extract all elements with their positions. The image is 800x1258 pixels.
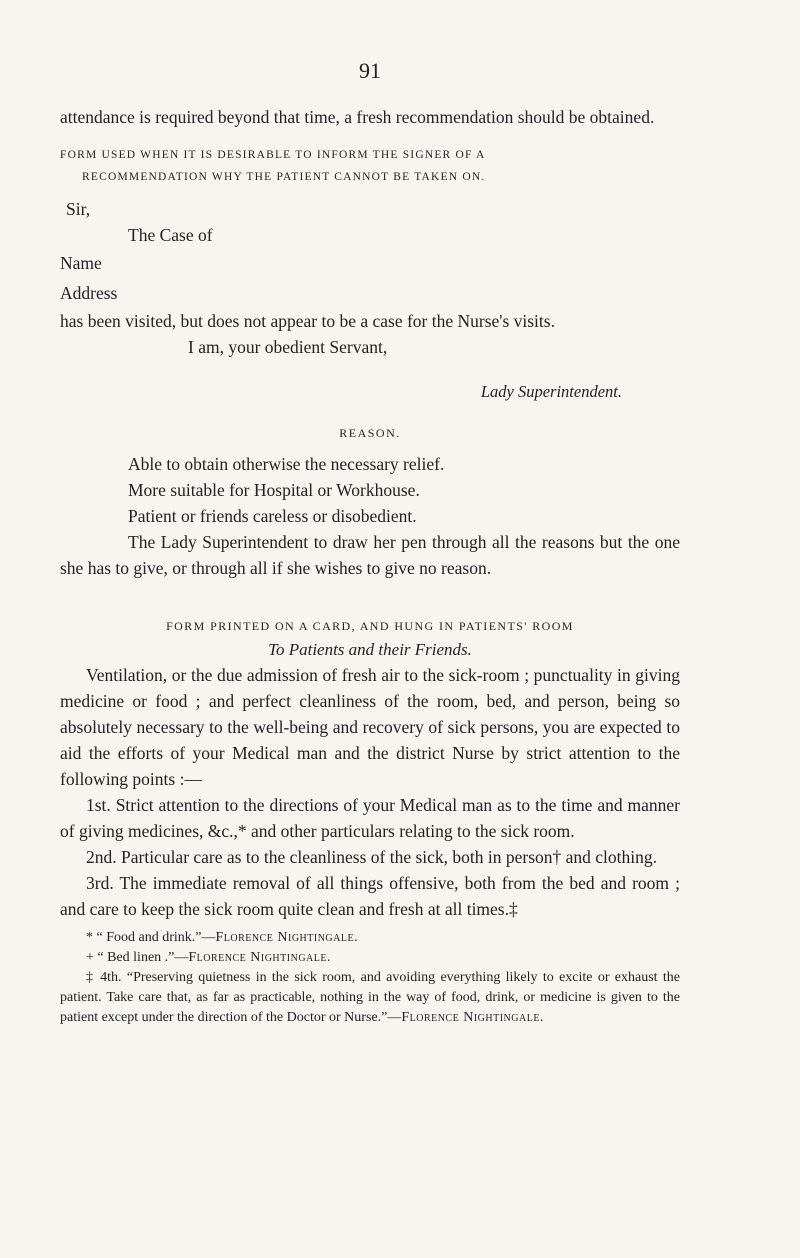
footnote: * “ Food and drink.”—Florence Nightingale. xyxy=(86,930,359,945)
form1-heading xyxy=(60,144,680,188)
form2-intro: Ventilation, or the due admission of fresh air to the sick-room ; punctuality in giving medicine or food ; and perfect cleanliness of the room, bed, and person, being so absolutely necessary to the well-being and recovery of sick persons, you are expected to aid the efforts of your Medical man and the district Nurse by strict attention to the following points :— xyxy=(60,665,680,789)
salutation: Sir, xyxy=(66,199,91,219)
footnote: + “ Bed linen .”—Florence Nightingale. xyxy=(86,950,331,965)
case-of-line: The Case of xyxy=(128,225,213,245)
page-number: 91 xyxy=(359,58,381,83)
form2-heading: FORM PRINTED ON A CARD, AND HUNG IN PATIENTS' ROOM xyxy=(166,619,574,633)
opening-paragraph: attendance is required beyond that time, a fresh recommendation should be obtained. xyxy=(60,107,655,127)
footnote: ‡ 4th. “Preserving quietness in the sick room, and avoiding everything likely to excite or exhaust the patient. Take care that, as far as practicable, nothing in the way of food, drink, or medicine is given to the patient except under the direction of the Doctor or Nurse.”—Florence Nightingale. xyxy=(60,970,680,1025)
address-label: Address xyxy=(60,283,118,303)
reason-item: More suitable for Hospital or Workhouse. xyxy=(128,480,420,500)
form2-subtitle: To Patients and their Friends. xyxy=(268,640,472,659)
reason-item: Patient or friends careless or disobedient. xyxy=(128,506,417,526)
form1-heading-line2: RECOMMENDATION WHY THE PATIENT CANNOT BE TAKEN ON. xyxy=(82,171,486,183)
footnote-author: Florence Nightingale. xyxy=(401,1010,544,1025)
point-item: 2nd. Particular care as to the cleanliness of the sick, both in person† and clothing. xyxy=(86,847,658,867)
footnote-author: Florence Nightingale. xyxy=(215,930,359,945)
point-item: 1st. Strict attention to the directions of your Medical man as to the time and manner of giving medicines, &c.,* and other particulars relating to the sick room. xyxy=(60,795,680,841)
form1-body: has been visited, but does not appear to be a case for the Nurse's visits. xyxy=(60,311,555,331)
reason-heading: REASON. xyxy=(339,426,401,440)
point-item: 3rd. The immediate removal of all things offensive, both from the bed and room ; and care to keep the sick room quite clean and fresh at all times.‡ xyxy=(60,873,680,919)
form1-heading-line1: FORM USED WHEN IT IS DESIRABLE TO INFORM THE SIGNER OF A xyxy=(60,149,486,161)
form1-signature: Lady Superintendent. xyxy=(480,382,622,401)
footnote-author: Florence Nightingale. xyxy=(188,950,331,965)
name-label: Name xyxy=(60,253,102,273)
reason-item: Able to obtain otherwise the necessary relief. xyxy=(128,454,445,474)
form1-closing: I am, your obedient Servant, xyxy=(188,337,388,357)
footnotes xyxy=(60,928,680,1028)
reason-note: The Lady Superintendent to draw her pen through all the reasons but the one she has to give, or through all if she wishes to give no reason. xyxy=(60,532,680,578)
